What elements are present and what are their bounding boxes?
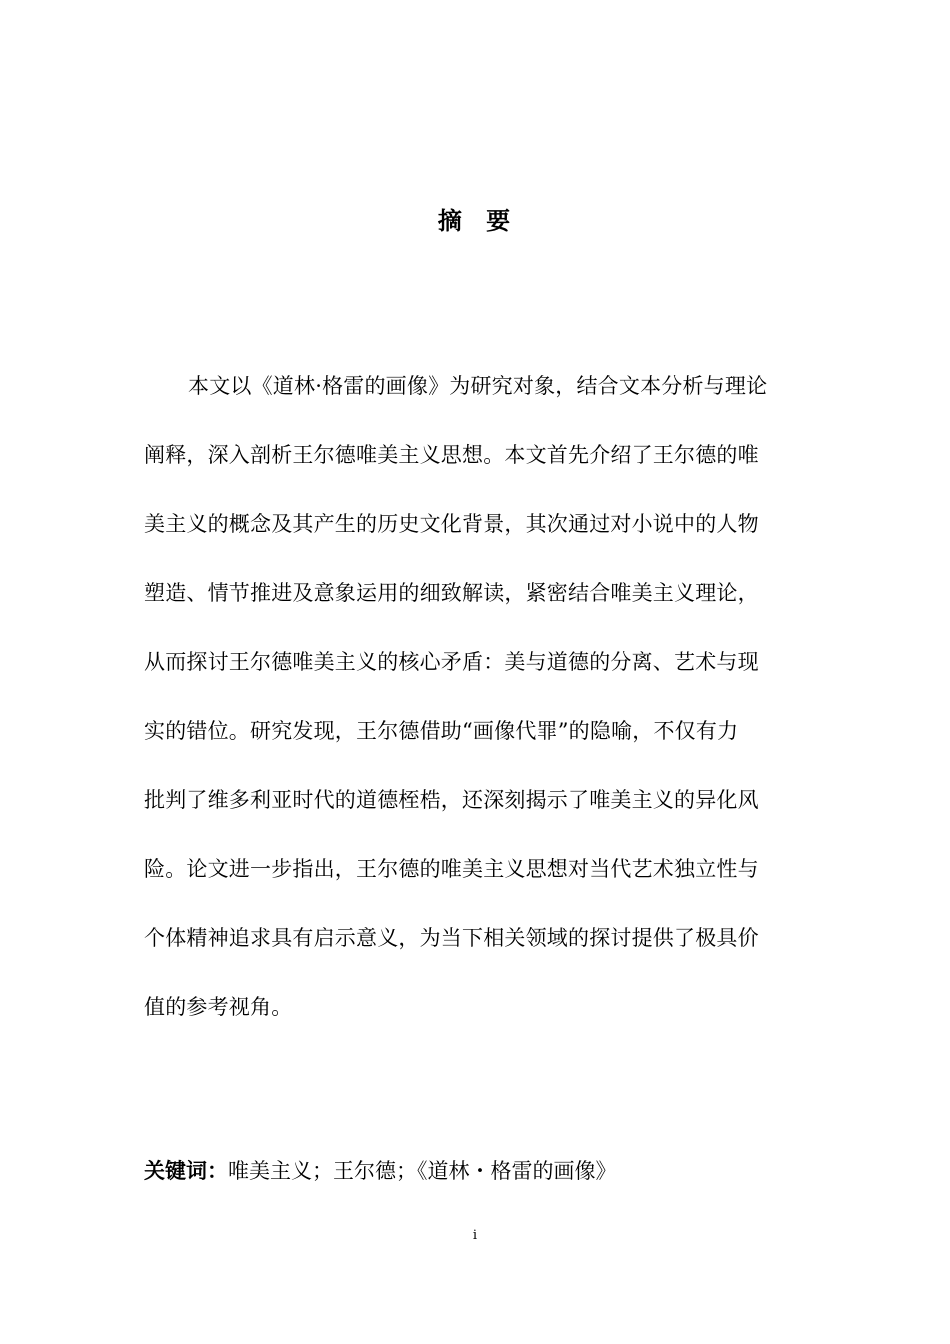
keywords-line xyxy=(144,1153,617,1189)
abstract-title-char-2: 要 xyxy=(486,206,513,235)
abstract-body xyxy=(144,362,808,1052)
keywords-label: 关键词： xyxy=(144,1158,228,1183)
abstract-line: 险。论文进一步指出，王尔德的唯美主义思想对当代艺术独立性与 xyxy=(144,857,759,881)
abstract-title xyxy=(0,201,950,241)
page-number: i xyxy=(472,1228,478,1243)
abstract-line: 美主义的概念及其产生的历史文化背景，其次通过对小说中的人物 xyxy=(144,512,759,536)
abstract-line: 值的参考视角。 xyxy=(144,995,293,1019)
abstract-line: 本文以《道林·格雷的画像》为研究对象，结合文本分析与理论 xyxy=(188,374,768,398)
abstract-line: 个体精神追求具有启示意义，为当下相关领域的探讨提供了极具价 xyxy=(144,926,759,950)
abstract-line: 塑造、情节推进及意象运用的细致解读，紧密结合唯美主义理论， xyxy=(144,581,759,605)
abstract-line: 批判了维多利亚时代的道德桎梏，还深刻揭示了唯美主义的异化风 xyxy=(144,788,759,812)
keywords-value: 唯美主义；王尔德；《道林・格雷的画像》 xyxy=(228,1159,617,1183)
abstract-line: 实的错位。研究发现，王尔德借助“画像代罪”的隐喻，不仅有力 xyxy=(144,719,739,743)
abstract-title-char-1: 摘 xyxy=(437,206,464,235)
abstract-line: 阐释，深入剖析王尔德唯美主义思想。本文首先介绍了王尔德的唯 xyxy=(144,443,759,467)
abstract-line: 从而探讨王尔德唯美主义的核心矛盾：美与道德的分离、艺术与现 xyxy=(144,650,759,674)
